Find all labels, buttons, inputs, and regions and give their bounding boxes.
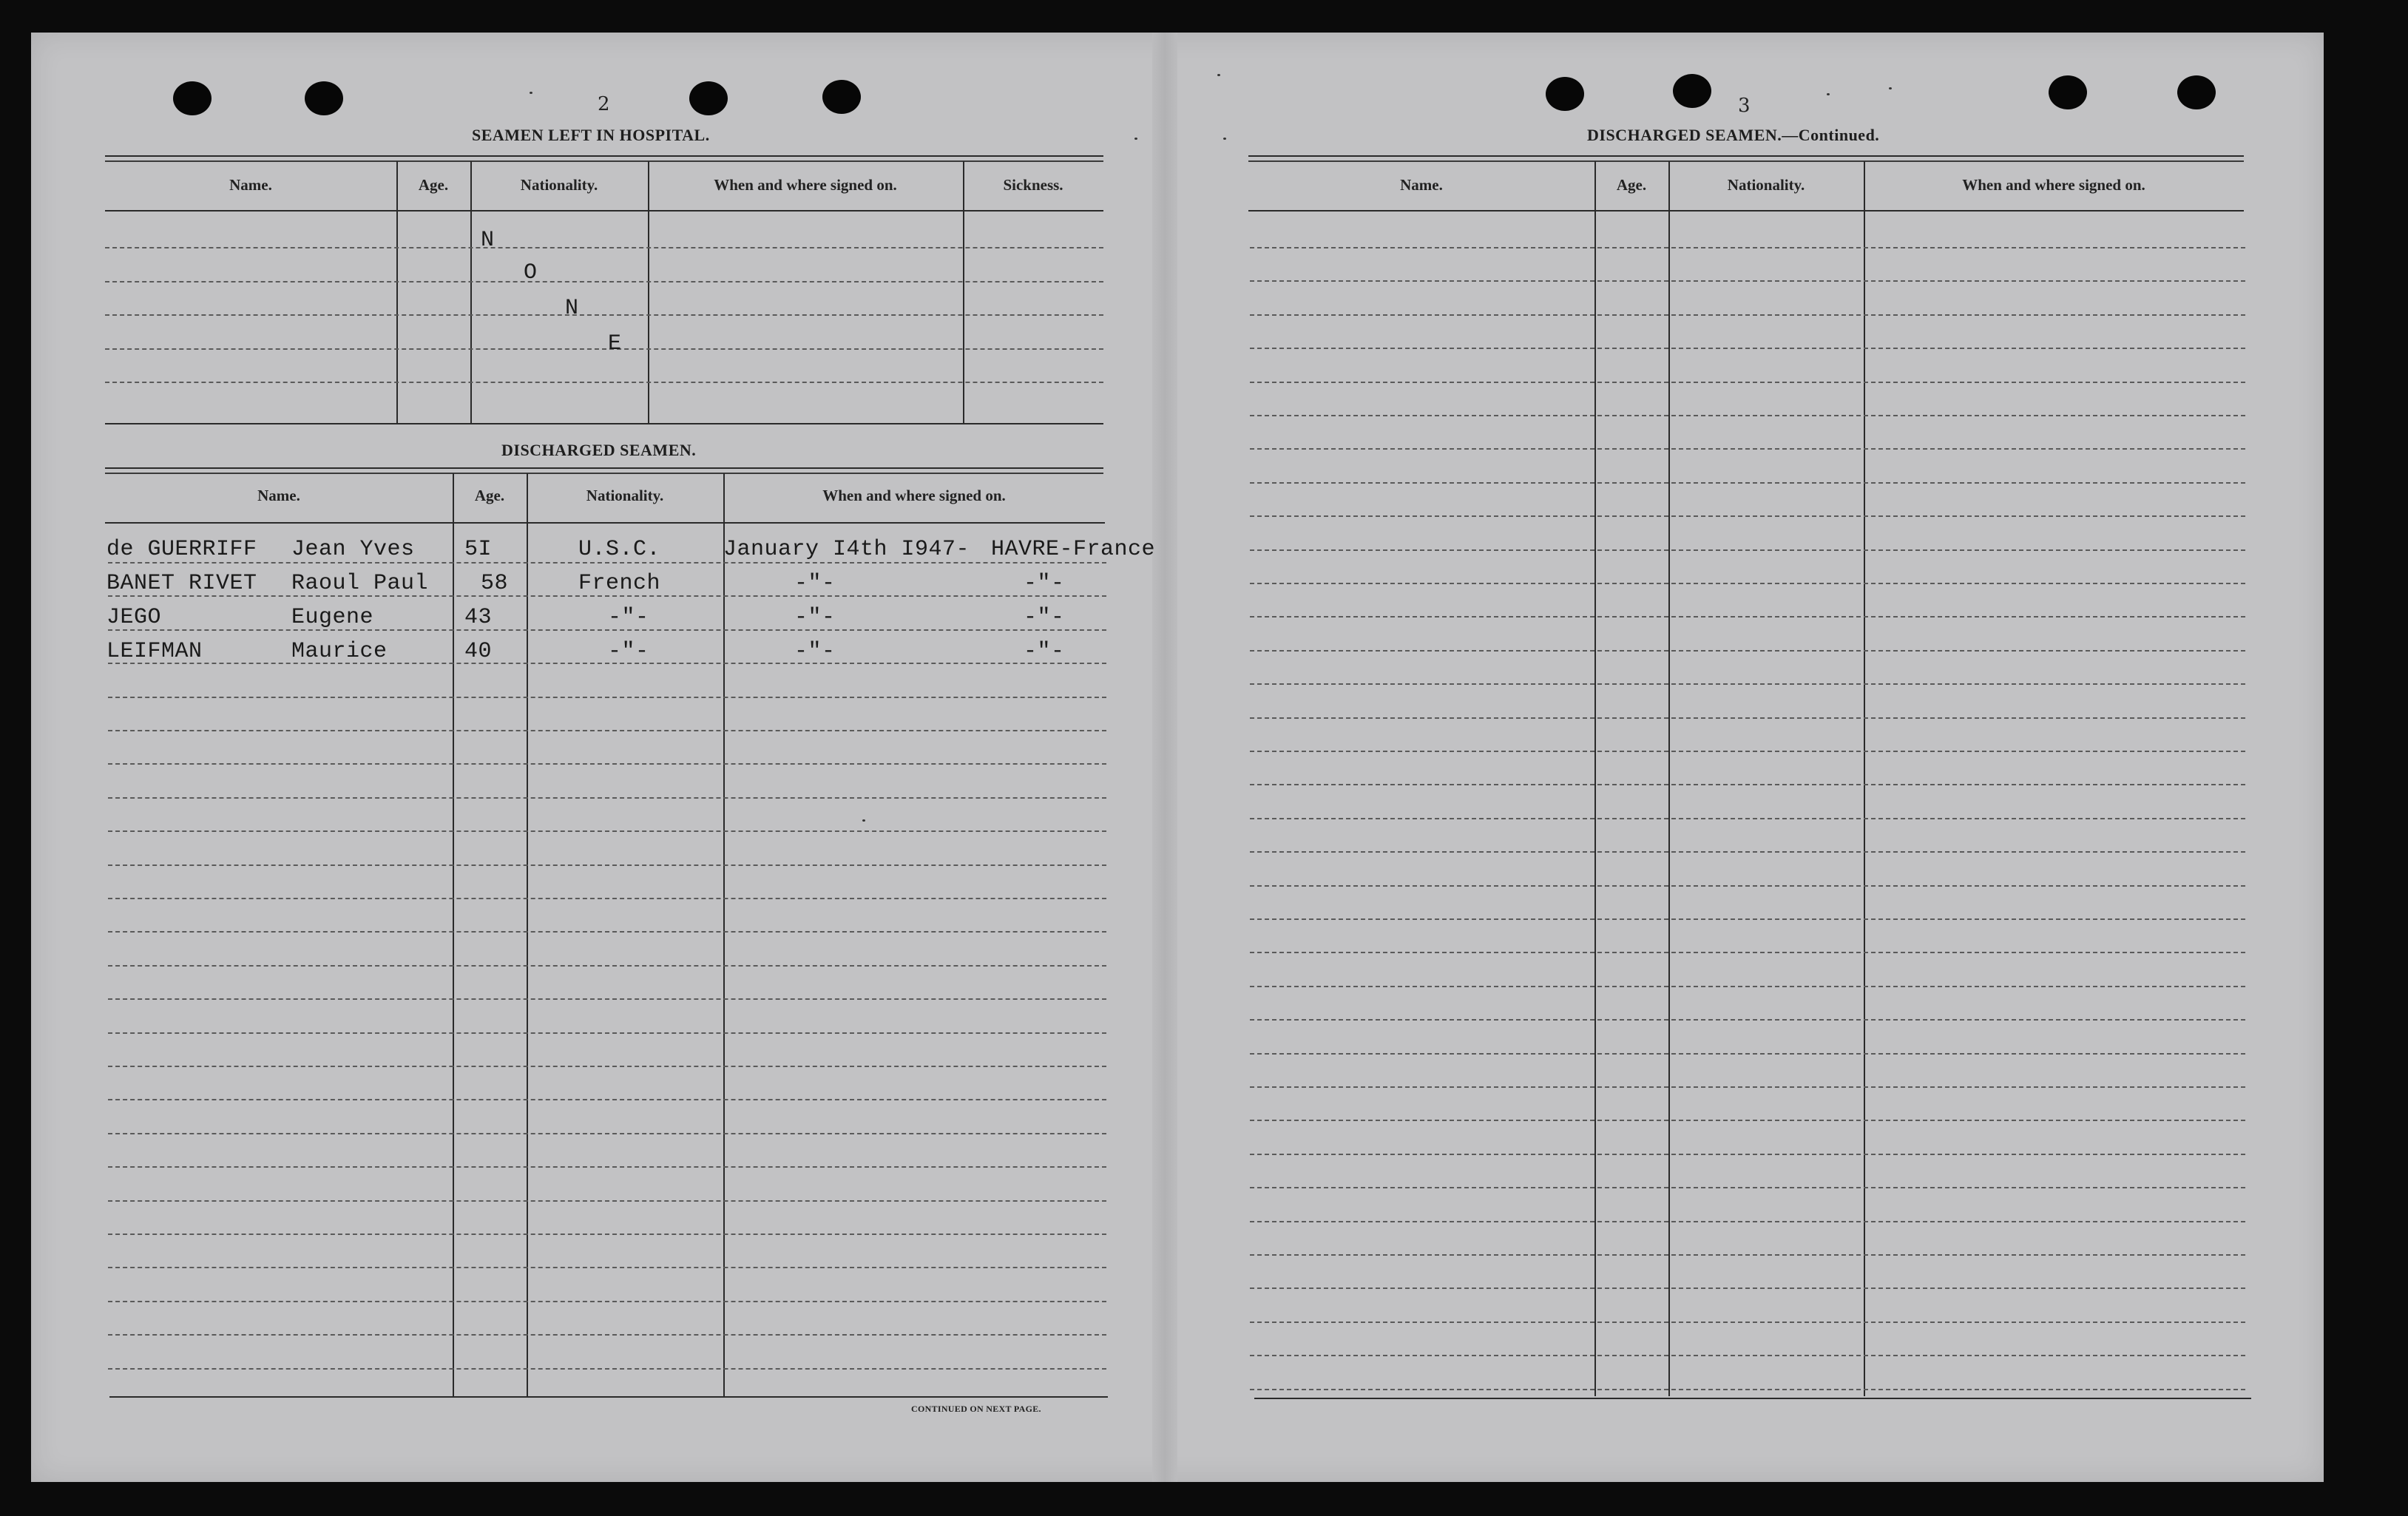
- row-ruling-line: [108, 1166, 1106, 1168]
- row-ruling-line: [108, 663, 1106, 664]
- row-ruling-line: [105, 382, 1103, 383]
- rule: [105, 155, 1103, 157]
- row-ruling-line: [108, 562, 1106, 564]
- seaman-given-name: Raoul Paul: [291, 571, 429, 596]
- col-signed-on: When and where signed on.: [822, 487, 1006, 504]
- col-name: Name.: [229, 176, 272, 194]
- row-ruling-line: [108, 1099, 1106, 1100]
- row-ruling-line: [1250, 986, 2245, 987]
- column-divider: [648, 161, 649, 424]
- seaman-surname: BANET RIVET: [106, 571, 257, 596]
- col-age: Age.: [1616, 176, 1647, 194]
- column-divider: [453, 473, 454, 1396]
- seaman-surname: JEGO: [106, 605, 162, 630]
- col-nationality: Nationality.: [586, 487, 664, 504]
- seaman-surname: de GUERRIFF: [106, 537, 257, 562]
- row-ruling-line: [108, 864, 1106, 866]
- signed-on-date: -"-: [794, 639, 836, 664]
- row-ruling-line: [108, 1368, 1106, 1370]
- row-ruling-line: [108, 1200, 1106, 1202]
- rule: [105, 522, 1105, 524]
- hospital-entry-letter: N: [481, 228, 495, 253]
- discharged-continued-title: [1587, 126, 1879, 145]
- row-ruling-line: [108, 931, 1106, 933]
- rule: [109, 1396, 1108, 1398]
- row-ruling-line: [1250, 549, 2245, 551]
- row-ruling-line: [1250, 885, 2245, 887]
- signed-on-place: -"-: [1024, 639, 1065, 664]
- punch-hole: [1546, 77, 1584, 111]
- rule: [105, 423, 1103, 424]
- seaman-surname: LEIFMAN: [106, 639, 203, 664]
- column-divider: [1864, 161, 1865, 1396]
- row-ruling-line: [1250, 1287, 2245, 1289]
- row-ruling-line: [1250, 851, 2245, 853]
- col-name: Name.: [1400, 176, 1443, 194]
- row-ruling-line: [1250, 482, 2245, 484]
- punch-hole: [822, 80, 861, 114]
- seaman-nationality: -"-: [608, 605, 649, 630]
- row-ruling-line: [108, 1267, 1106, 1268]
- column-divider: [470, 161, 472, 424]
- seaman-age: 43: [464, 605, 493, 630]
- seaman-age: 5I: [464, 537, 493, 562]
- row-ruling-line: [1250, 1019, 2245, 1021]
- seaman-nationality: -"-: [608, 639, 649, 664]
- hospital-entry-letter: O: [524, 260, 538, 285]
- column-divider: [723, 473, 725, 1396]
- page-number: 2: [598, 93, 610, 115]
- row-ruling-line: [1250, 818, 2245, 819]
- seaman-nationality: U.S.C.: [578, 537, 661, 562]
- signed-on-place: -"-: [1024, 571, 1065, 596]
- row-ruling-line: [105, 314, 1103, 316]
- row-ruling-line: [1250, 751, 2245, 752]
- hospital-section-title: SEAMEN LEFT IN HOSPITAL.: [472, 126, 710, 144]
- signed-on-date: -"-: [794, 605, 836, 630]
- row-ruling-line: [1250, 952, 2245, 953]
- rule: [105, 210, 1103, 212]
- scan-speck: [1217, 74, 1220, 76]
- seaman-given-name: Maurice: [291, 639, 388, 664]
- row-ruling-line: [1250, 448, 2245, 450]
- punch-hole: [173, 81, 212, 115]
- row-ruling-line: [108, 763, 1106, 765]
- scan-speck: [1223, 138, 1226, 140]
- seaman-age: 40: [464, 639, 493, 664]
- row-ruling-line: [1250, 1254, 2245, 1256]
- row-ruling-line: [108, 1234, 1106, 1235]
- discharged-section-title: DISCHARGED SEAMEN.: [501, 441, 697, 459]
- rule: [1254, 1398, 2251, 1399]
- row-ruling-line: [1250, 382, 2245, 383]
- col-sickness: Sickness.: [1003, 176, 1063, 194]
- row-ruling-line: [108, 965, 1106, 967]
- col-nationality: Nationality.: [1727, 176, 1805, 194]
- row-ruling-line: [1250, 280, 2245, 282]
- column-divider: [396, 161, 398, 424]
- row-ruling-line: [1250, 1053, 2245, 1055]
- punch-hole: [1673, 74, 1711, 108]
- row-ruling-line: [1250, 717, 2245, 719]
- rule: [105, 473, 1103, 474]
- row-ruling-line: [1250, 650, 2245, 652]
- rule: [105, 467, 1103, 469]
- col-age: Age.: [418, 176, 449, 194]
- title-main: DISCHARGED SEAMEN.: [1587, 126, 1782, 144]
- row-ruling-line: [108, 898, 1106, 899]
- title-suffix: —Continued.: [1782, 126, 1880, 144]
- row-ruling-line: [108, 797, 1106, 799]
- rule: [1248, 210, 2244, 212]
- signed-on-place: HAVRE-France: [991, 537, 1156, 562]
- row-ruling-line: [108, 1066, 1106, 1067]
- row-ruling-line: [1250, 918, 2245, 920]
- seaman-given-name: Eugene: [291, 605, 374, 630]
- row-ruling-line: [105, 281, 1103, 282]
- row-ruling-line: [108, 830, 1106, 832]
- column-divider: [963, 161, 964, 424]
- signed-on-place: -"-: [1024, 605, 1065, 630]
- row-ruling-line: [108, 1133, 1106, 1134]
- scan-speck: [530, 92, 532, 94]
- row-ruling-line: [1250, 348, 2245, 349]
- row-ruling-line: [105, 247, 1103, 248]
- scan-speck: [1134, 138, 1137, 140]
- row-ruling-line: [108, 1301, 1106, 1302]
- hospital-entry-letter: N: [565, 296, 579, 321]
- hospital-entry-letter: E: [608, 331, 622, 356]
- row-ruling-line: [108, 629, 1106, 631]
- row-ruling-line: [1250, 415, 2245, 416]
- seaman-given-name: Jean Yves: [291, 537, 415, 562]
- row-ruling-line: [1250, 1187, 2245, 1188]
- rule: [1248, 160, 2244, 162]
- punch-hole: [2177, 75, 2216, 109]
- scan-speck: [1827, 93, 1830, 95]
- row-ruling-line: [105, 348, 1103, 350]
- column-divider: [1594, 161, 1596, 1396]
- col-name: Name.: [257, 487, 300, 504]
- row-ruling-line: [1250, 1322, 2245, 1323]
- row-ruling-line: [1250, 247, 2245, 248]
- seaman-age: 58: [481, 571, 509, 596]
- row-ruling-line: [108, 998, 1106, 1000]
- row-ruling-line: [1250, 1221, 2245, 1222]
- row-ruling-line: [1250, 784, 2245, 785]
- scan-speck: [1889, 87, 1892, 89]
- rule: [1248, 155, 2244, 157]
- page-fold: [1152, 33, 1177, 1482]
- row-ruling-line: [1250, 1154, 2245, 1155]
- col-signed-on: When and where signed on.: [714, 176, 897, 194]
- page-number: 3: [1738, 95, 1751, 117]
- column-divider: [527, 473, 528, 1396]
- col-age: Age.: [474, 487, 505, 504]
- signed-on-date: -"-: [794, 571, 836, 596]
- row-ruling-line: [1250, 1389, 2245, 1390]
- scan-speck: [862, 819, 865, 822]
- punch-hole: [2049, 75, 2087, 109]
- col-nationality: Nationality.: [520, 176, 598, 194]
- row-ruling-line: [1250, 1120, 2245, 1121]
- col-signed-on: When and where signed on.: [1962, 176, 2145, 194]
- row-ruling-line: [1250, 583, 2245, 584]
- row-ruling-line: [1250, 515, 2245, 517]
- punch-hole: [305, 81, 343, 115]
- row-ruling-line: [1250, 314, 2245, 316]
- seaman-nationality: French: [578, 571, 661, 596]
- row-ruling-line: [1250, 1086, 2245, 1088]
- punch-hole: [689, 81, 728, 115]
- row-ruling-line: [1250, 1355, 2245, 1356]
- continued-note: CONTINUED ON NEXT PAGE.: [911, 1404, 1041, 1414]
- row-ruling-line: [108, 697, 1106, 698]
- row-ruling-line: [108, 730, 1106, 731]
- ledger-sheet: [31, 33, 2324, 1482]
- row-ruling-line: [1250, 683, 2245, 685]
- row-ruling-line: [1250, 616, 2245, 617]
- row-ruling-line: [108, 1334, 1106, 1336]
- column-divider: [1668, 161, 1670, 1396]
- rule: [105, 160, 1103, 162]
- row-ruling-line: [108, 1032, 1106, 1034]
- signed-on-date: January I4th I947-: [723, 537, 970, 562]
